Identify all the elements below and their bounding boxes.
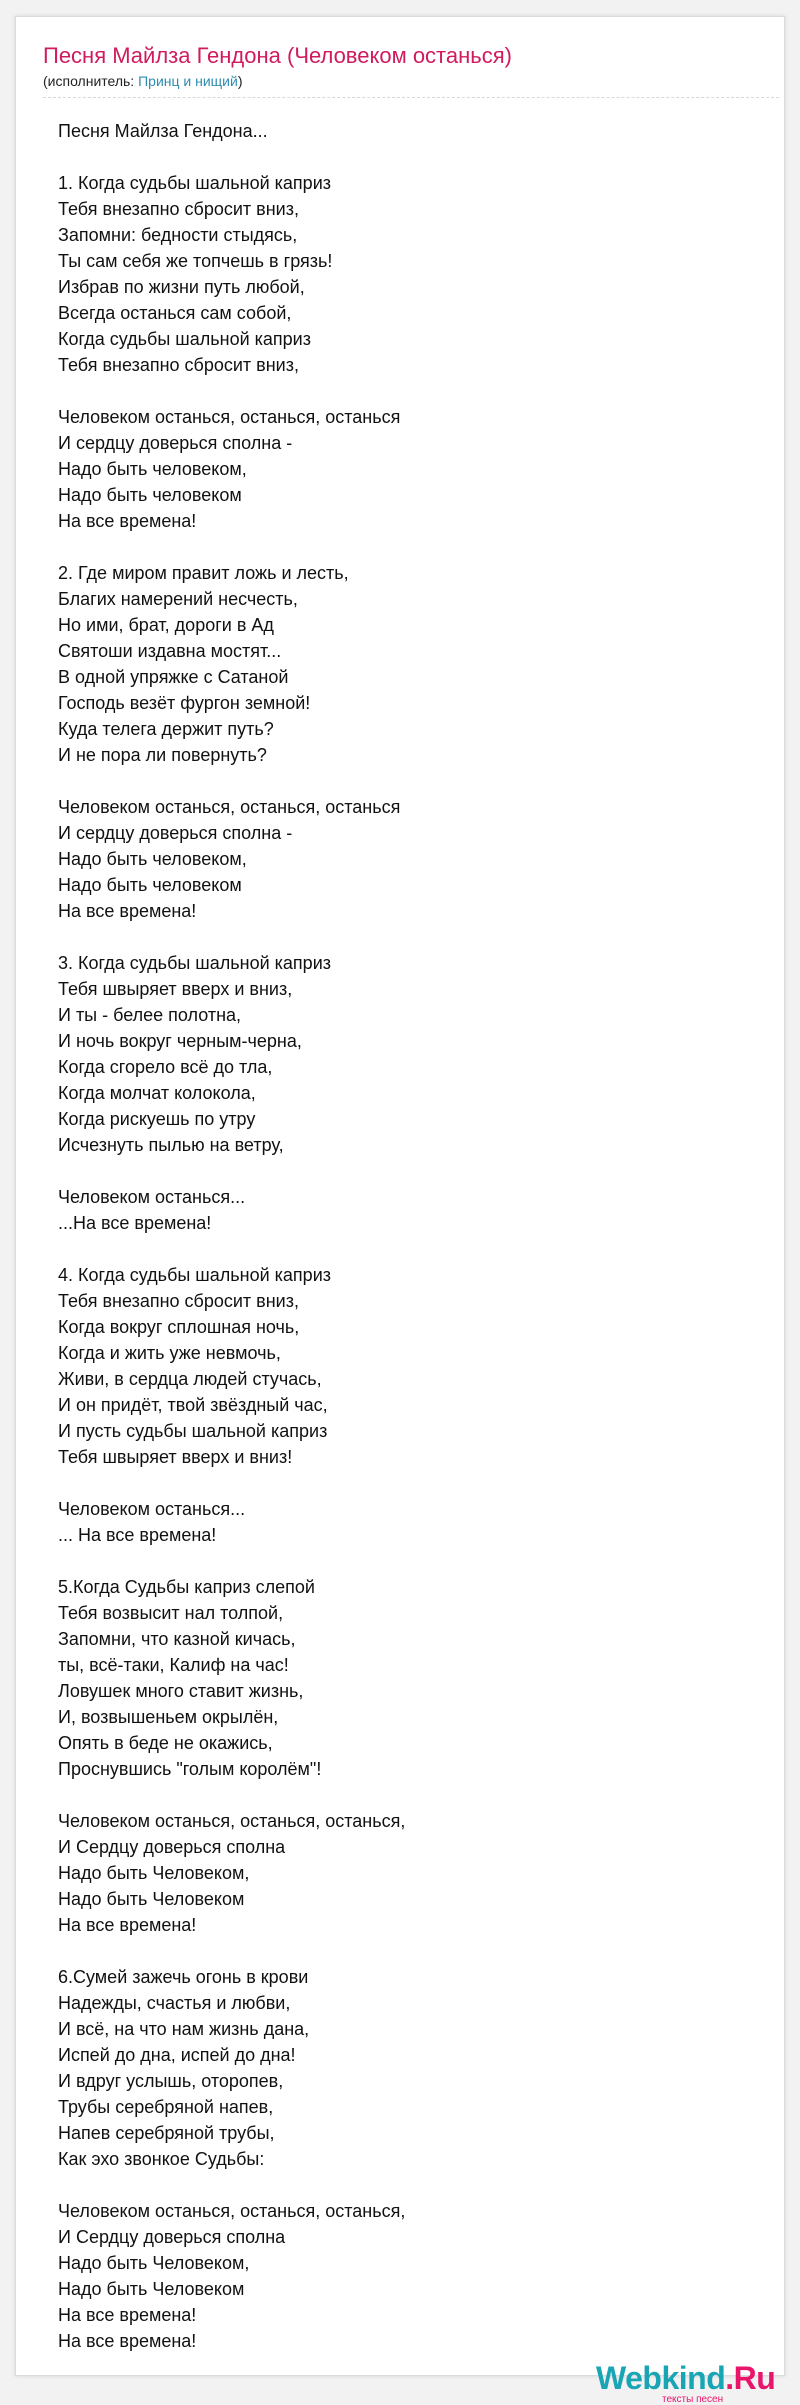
lyric-line: 6.Сумей зажечь огонь в крови (58, 1967, 309, 1987)
lyric-line: На все времена! (58, 2331, 197, 2351)
stanza-gap (58, 379, 758, 405)
logo-name: Webkind (596, 2360, 726, 2396)
performer-line (43, 73, 243, 89)
lyric-line: Тебя внезапно сбросит вниз, (58, 199, 299, 219)
lyric-line: Избрав по жизни путь любой, (58, 277, 305, 297)
lyric-line: Господь везёт фургон земной! (58, 693, 311, 713)
stanza-gap (58, 925, 758, 951)
lyric-line: Надо быть человеком, (58, 459, 247, 479)
lyric-line: Напев серебряной трубы, (58, 2123, 275, 2143)
lyric-line: ты, всё-таки, Калиф на час! (58, 1655, 289, 1675)
stanza-gap (58, 145, 758, 171)
lyric-line: 5.Когда Судьбы каприз слепой (58, 1577, 315, 1597)
lyric-line: Надо быть человеком (58, 485, 242, 505)
lyric-line: Надо быть человеком, (58, 849, 247, 869)
lyric-line: Когда и жить уже невмочь, (58, 1343, 281, 1363)
stanza-gap (58, 1471, 758, 1497)
lyric-line: Запомни: бедности стыдясь, (58, 225, 298, 245)
lyric-line: Живи, в сердца людей стучась, (58, 1369, 322, 1389)
lyric-line: Святоши издавна мостят... (58, 641, 282, 661)
lyric-line: Надежды, счастья и любви, (58, 1993, 291, 2013)
lyric-line: И Сердцу доверься сполна (58, 1837, 286, 1857)
lyric-line: Тебя швыряет вверх и вниз! (58, 1447, 293, 1467)
lyric-line: Трубы серебряной напев, (58, 2097, 274, 2117)
lyric-line: Надо быть Человеком (58, 1889, 245, 1909)
header-divider (43, 97, 779, 98)
lyric-line: Человеком останься, останься, останься, (58, 2201, 406, 2221)
lyric-line: На все времена! (58, 511, 197, 531)
lyrics-text (58, 119, 758, 2355)
lyric-line: И Сердцу доверься сполна (58, 2227, 286, 2247)
lyric-line: Надо быть Человеком, (58, 1863, 250, 1883)
performer-prefix: (исполнитель: (43, 73, 139, 89)
lyric-line: ...На все времена! (58, 1213, 212, 1233)
content-card (15, 16, 785, 2405)
lyric-line: И сердцу доверься сполна - (58, 433, 293, 453)
lyric-line: Запомни, что казной кичась, (58, 1629, 296, 1649)
performer-suffix: ) (237, 73, 243, 89)
lyric-line: И ты - белее полотна, (58, 1005, 242, 1025)
stanza-gap (58, 1159, 758, 1185)
stanza-gap (58, 1549, 758, 1575)
lyric-line: И сердцу доверься сполна - (58, 823, 293, 843)
lyric-line: Когда рискуешь по утру (58, 1109, 256, 1129)
lyric-line: И ночь вокруг черным-черна, (58, 1031, 302, 1051)
lyric-line: Ловушек много ставит жизнь, (58, 1681, 304, 1701)
lyric-line: Но ими, брат, дороги в Ад (58, 615, 274, 635)
lyric-line: Исчезнуть пылью на ветру, (58, 1135, 284, 1155)
page-title: Песня Майлза Гендона (Человеком останься) (43, 43, 512, 68)
lyric-line: 3. Когда судьбы шальной каприз (58, 953, 331, 973)
lyric-line: Надо быть человеком (58, 875, 242, 895)
lyric-line: И, возвышеньем окрылён, (58, 1707, 279, 1727)
lyric-line: Когда вокруг сплошная ночь, (58, 1317, 300, 1337)
logo-tagline: тексты песен (662, 2394, 724, 2405)
lyric-line: Надо быть Человеком (58, 2279, 245, 2299)
stanza-gap (58, 769, 758, 795)
lyric-line: Когда молчат колокола, (58, 1083, 256, 1103)
lyric-line: Человеком останься, останься, останься, (58, 1811, 406, 1831)
lyric-line: На все времена! (58, 2305, 197, 2325)
stanza-gap (58, 1237, 758, 1263)
stanza-gap (58, 1783, 758, 1809)
lyric-line: Песня Майлза Гендона... (58, 121, 268, 141)
lyric-line: Испей до дна, испей до дна! (58, 2045, 296, 2065)
lyric-line: И пусть судьбы шальной каприз (58, 1421, 328, 1441)
lyric-line: Как эхо звонкое Судьбы: (58, 2149, 265, 2169)
lyric-line: И вдруг услышь, оторопев, (58, 2071, 284, 2091)
logo-tld: .Ru (725, 2360, 776, 2396)
lyric-line: Проснувшись "голым королём"! (58, 1759, 322, 1779)
lyric-line: Тебя швыряет вверх и вниз, (58, 979, 293, 999)
lyric-line: Благих намерений несчесть, (58, 589, 298, 609)
lyric-line: На все времена! (58, 901, 197, 921)
logo-wordmark (596, 2360, 775, 2397)
lyric-line: ... На все времена! (58, 1525, 217, 1545)
lyric-line: Ты сам себя же топчешь в грязь! (58, 251, 333, 271)
lyric-line: Когда судьбы шальной каприз (58, 329, 311, 349)
lyric-line: На все времена! (58, 1915, 197, 1935)
lyric-line: Человеком останься... (58, 1187, 246, 1207)
site-logo[interactable] (596, 2360, 796, 2405)
lyric-line: Надо быть Человеком, (58, 2253, 250, 2273)
lyric-line: Человеком останься, останься, останься (58, 407, 401, 427)
lyric-line: Всегда останься сам собой, (58, 303, 292, 323)
lyric-line: В одной упряжке с Сатаной (58, 667, 289, 687)
lyric-line: 4. Когда судьбы шальной каприз (58, 1265, 331, 1285)
lyric-line: Тебя внезапно сбросит вниз, (58, 355, 299, 375)
lyric-line: И не пора ли повернуть? (58, 745, 267, 765)
stanza-gap (58, 535, 758, 561)
lyric-line: Когда сгорело всё до тла, (58, 1057, 273, 1077)
performer-link[interactable]: Принц и нищий (138, 73, 238, 89)
lyric-line: Тебя внезапно сбросит вниз, (58, 1291, 299, 1311)
lyric-line: И он придёт, твой звёздный час, (58, 1395, 328, 1415)
lyric-line: Человеком останься, останься, останься (58, 797, 401, 817)
lyric-line: И всё, на что нам жизнь дана, (58, 2019, 310, 2039)
stanza-gap (58, 2173, 758, 2199)
lyric-line: Опять в беде не окажись, (58, 1733, 273, 1753)
lyric-line: 2. Где миром правит ложь и лесть, (58, 563, 349, 583)
lyric-line: Человеком останься... (58, 1499, 246, 1519)
lyric-line: Тебя возвысит нал толпой, (58, 1603, 284, 1623)
lyric-line: 1. Когда судьбы шальной каприз (58, 173, 331, 193)
lyric-line: Куда телега держит путь? (58, 719, 274, 739)
stanza-gap (58, 1939, 758, 1965)
